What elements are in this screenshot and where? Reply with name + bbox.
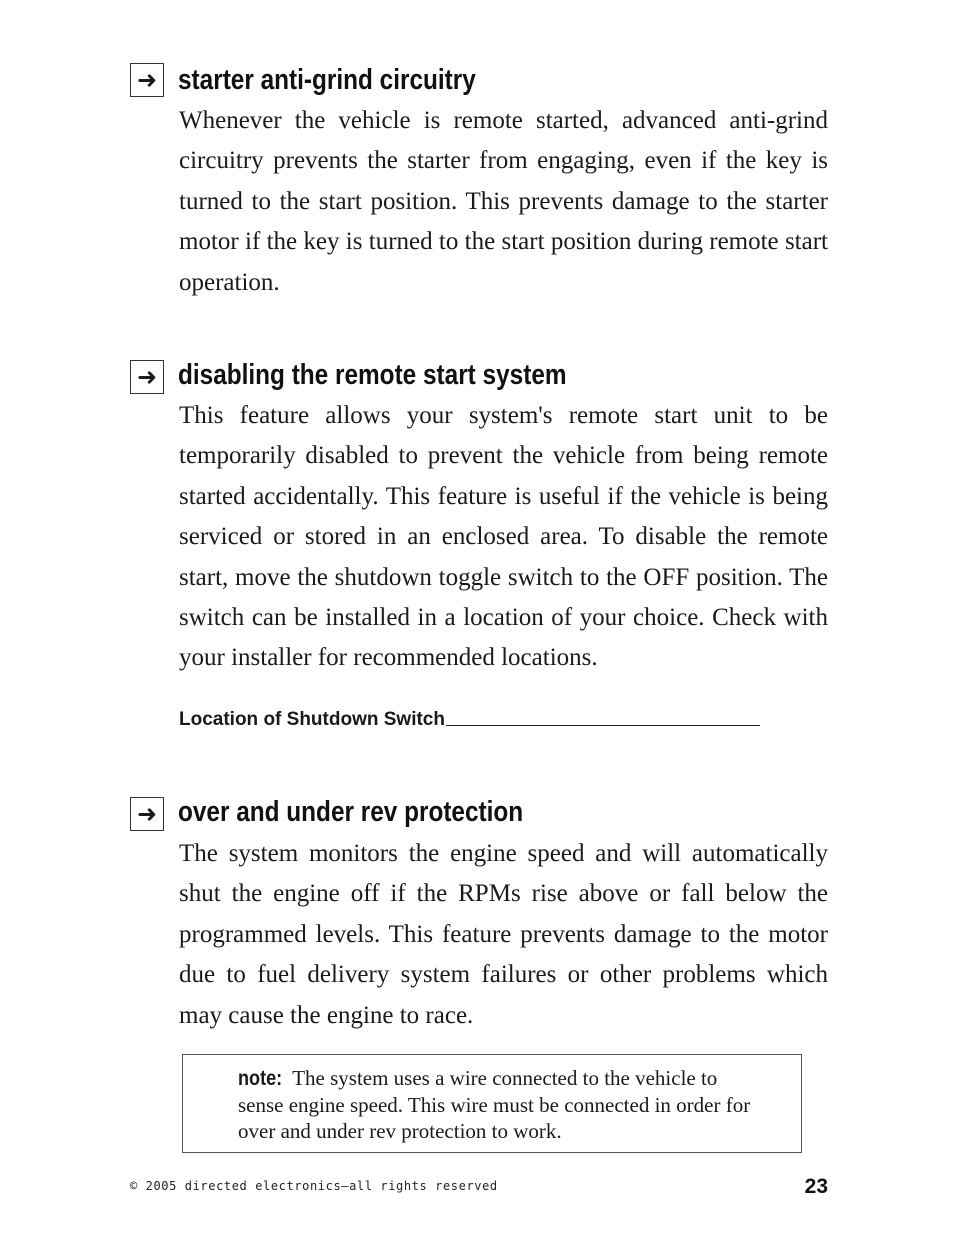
arrow-right-icon: ➜ [130, 797, 164, 831]
arrow-right-icon: ➜ [130, 360, 164, 394]
section-title: over and under rev protection [178, 796, 524, 828]
section-title: disabling the remote start system [178, 359, 567, 391]
page-number: 23 [804, 1175, 828, 1198]
note-box [182, 1054, 802, 1153]
section-title: starter anti-grind circuitry [178, 64, 476, 96]
note-text: The system uses a wire connected to the vehicle to sense engine speed. This wire must be connected in order for over and under rev protection to work. [238, 1066, 751, 1143]
section-body: This feature allows your system's remote start unit to be temporarily disabled to prevent the vehicle from being remote started accidentally. This feature is useful if the vehicle is being serviced or stored in an enclosed area. To disable the remote start, move the shutdown toggle switch to the OFF position. The switch can be installed in a location of your choice. Check with your installer for recommended locations. [179, 402, 828, 672]
shutdown-switch-location-field [179, 708, 760, 732]
arrow-right-icon: ➜ [130, 63, 164, 97]
location-blank-line [446, 724, 760, 726]
footer-copyright: © 2005 directed electronics—all rights reserved [130, 1179, 498, 1193]
location-label: Location of Shutdown Switch [179, 709, 445, 730]
note-label: note: [238, 1067, 283, 1090]
note-content [238, 1065, 753, 1144]
section-body: The system monitors the engine speed and will automatically shut the engine off if the RPMs rise above or fall below the programmed levels. This feature prevents damage to the motor due to fuel delivery system failures or other problems which may cause the engine to race. [179, 840, 828, 1029]
section-body: Whenever the vehicle is remote started, advanced anti-grind circuitry prevents the starter from engaging, even if the key is turned to the start position. This prevents damage to the starter motor if the key is turned to the start position during remote start operation. [179, 107, 828, 296]
